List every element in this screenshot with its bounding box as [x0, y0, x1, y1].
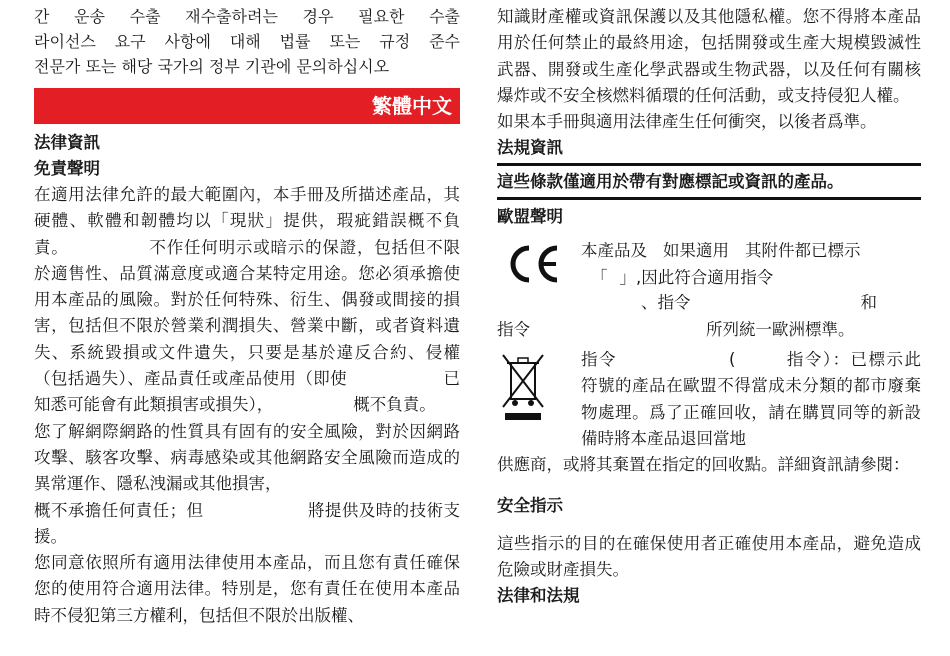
network-risk-text-3: 將提供及時的技術支援。: [34, 500, 461, 546]
weee-text-c: 指令）：已標示此符號的產品在歐盟不得當成未分類的都市廢棄物處理。爲了正確回收，請在購買同等的新設備時將本產品退回當地: [581, 350, 922, 448]
ce-text-2: [497, 290, 921, 343]
disclaimer-text-4: 概不負責。: [353, 395, 436, 415]
language-banner: 繁體中文: [34, 88, 460, 124]
ce-text-f: 、指令: [641, 293, 691, 313]
right-column: [497, 4, 921, 609]
weee-text-1: [581, 347, 921, 452]
safety-text: 這些指示的目的在確保使用者正確使用本產品，避免造成危險或財產損失。: [497, 533, 921, 579]
ce-statement: [497, 238, 921, 290]
disclaimer-paragraph: [34, 182, 460, 419]
ce-text-c: 其附件都已標示: [745, 241, 861, 261]
laws-regulations-heading: 法律和法規: [497, 586, 580, 606]
ce-mark-icon: [505, 244, 563, 284]
weee-text-2: 供應商，或將其棄置在指定的回收點。詳細資訊請參閱：: [497, 455, 910, 475]
ce-text-d: 「: [591, 267, 608, 287]
ce-text-h: 指令: [497, 319, 530, 339]
disclaimer-heading: 免責聲明: [34, 159, 100, 178]
disclaimer-text-1: 在適用法律允許的最大範圍內，本手冊及所描述產品，其硬體、軟體和韌體均以「現狀」提供，瑕疵錯誤概不負責。: [34, 185, 460, 257]
ce-text-b: 如果適用: [663, 241, 729, 261]
network-risk-paragraph: [34, 419, 460, 550]
regulatory-notice-box: [497, 163, 921, 200]
ce-text-i: 所列統一歐洲標準。: [706, 319, 855, 339]
network-risk-text-2: 概不承擔任何責任；但: [34, 500, 204, 520]
lawful-use-paragraph: 您同意依照所有適用法律使用本產品，而且您有責任確保您的使用符合適用法律。特別是，您有責任在使用本產品時不侵犯第三方權利，包括但不限於出版權、: [34, 553, 460, 625]
network-risk-text-1: 您了解網際網路的性質具有固有的安全風險，對於因網路攻擊、駭客攻擊、病毒感染或其他網路安全風險而造成的異常運作、隱私洩漏或其他損害，: [34, 421, 460, 494]
crossed-out-bin-icon: [501, 353, 545, 425]
lawful-use-continued: 知識財產權或資訊保護以及其他隱私權。您不得將本產品用於任何禁止的最終用途，包括開發或生產大規模毀滅性武器、開發或生產化學武器或生物武器，以及任何有關核爆炸或不安全核燃料循環的任何活動，或支持侵犯人權。: [497, 7, 921, 105]
korean-export-notice: [34, 4, 460, 79]
ce-text-a: 本產品及: [581, 241, 647, 261]
weee-text-b: (: [728, 350, 736, 370]
korean-line-1: 간 운송 수출 재수출하려는 경우 필요한 수출: [34, 7, 460, 26]
regulatory-notice: 這些條款僅適用於帶有對應標記或資訊的產品。: [497, 172, 844, 192]
safety-heading: 安全指示: [497, 495, 563, 515]
eu-statement-heading: 歐盟聲明: [497, 207, 563, 227]
disclaimer-text-2: 不作任何明示或暗示的保證，包括但不限於適售性、品質滿意度或適合某特定用途。您必須承擔使用本產品的風險。對於任何特殊、衍生、偶發或間接的損害，包括但不限於營業利潤損失、營業中斷，或者資料遺失、系統毀損或文件遺失，只要是基於違反合約、侵權（包括過失）、產品責任或產品使用（即使: [34, 237, 461, 389]
ce-text-e: 」,因此符合適用指令: [619, 267, 774, 287]
ce-text-g: 和: [860, 293, 877, 313]
regulatory-heading: 法規資訊: [497, 138, 563, 158]
ce-text-1: [581, 238, 921, 291]
legal-info-heading: 法律資訊: [34, 133, 100, 152]
korean-line-2: 라이선스 요구 사항에 대해 법률 또는 규정 준수: [34, 32, 460, 51]
weee-statement: [497, 347, 921, 452]
conflict-paragraph: 如果本手冊與適用法律產生任何衝突，以後者爲準。: [497, 112, 877, 132]
korean-line-3: 전문가 또는 해당 국가의 정부 기관에 문의하십시오: [34, 57, 390, 76]
weee-text-a: 指令: [581, 350, 617, 370]
disclaimer-text-3: 已知悉可能會有此類損害或損失），: [34, 369, 461, 415]
legal-info-section: [34, 130, 460, 629]
